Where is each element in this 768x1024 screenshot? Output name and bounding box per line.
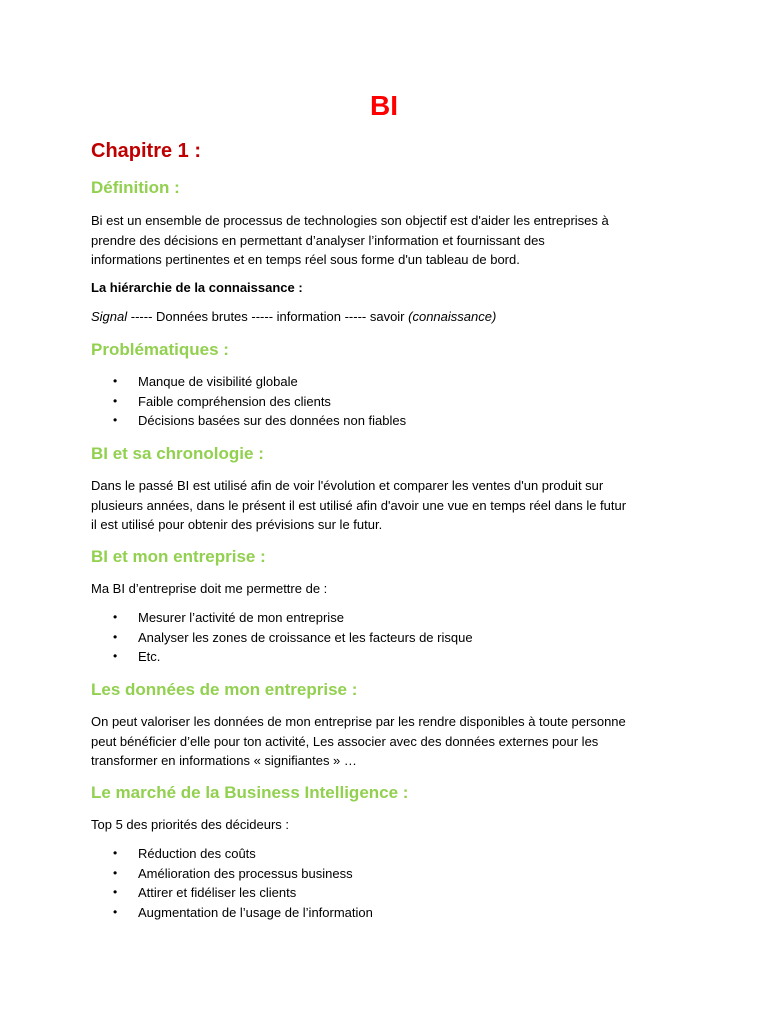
paragraph-line: informations pertinentes et en temps réel sous forme d'un tableau de bord. [91, 252, 520, 268]
list-item [113, 903, 373, 923]
bullet-icon: • [113, 393, 118, 408]
list-item-text: Décisions basées sur des données non fiables [138, 413, 407, 429]
paragraph-line: On peut valoriser les données de mon entreprise par les rendre disponibles à toute personne [91, 714, 626, 729]
paragraph-line: il est utilisé pour obtenir des prévisions sur le futur. [91, 517, 383, 533]
list-item-text: Manque de visibilité globale [138, 374, 298, 389]
section-heading-problematiques: Problématiques : [91, 340, 229, 359]
bullet-icon: • [113, 846, 118, 860]
list-item-text: Etc. [138, 649, 161, 665]
hierarchy-line [91, 307, 496, 327]
entreprise-intro: Ma BI d’entreprise doit me permettre de : [91, 581, 328, 596]
list-item-text: Attirer et fidéliser les clients [138, 885, 297, 901]
bullet-icon: • [113, 649, 118, 664]
section-heading-definition: Définition : [91, 178, 180, 197]
marche-intro: Top 5 des priorités des décideurs : [91, 817, 289, 832]
list-item [113, 411, 406, 431]
hierarchy-label: La hiérarchie de la connaissance : [91, 280, 303, 295]
hierarchy-signal: Signal [91, 309, 128, 324]
bullet-icon: • [113, 610, 118, 624]
list-item-text: Réduction des coûts [138, 846, 256, 861]
document-title: BI [370, 90, 398, 121]
section-heading-entreprise: BI et mon entreprise : [91, 547, 266, 566]
chapter-heading: Chapitre 1 : [91, 140, 202, 162]
list-item-text: Mesurer l’activité de mon entreprise [138, 610, 344, 625]
list-item [113, 844, 373, 864]
marche-list [113, 844, 373, 922]
entreprise-list [113, 608, 473, 667]
list-item [113, 864, 373, 884]
section-heading-chronologie: BI et sa chronologie : [91, 444, 264, 463]
bullet-icon: • [113, 904, 118, 919]
list-item-text: Analyser les zones de croissance et les facteurs de risque [138, 629, 473, 645]
section-heading-marche: Le marché de la Business Intelligence : [91, 783, 409, 802]
list-item [113, 883, 373, 903]
list-item-text: Amélioration des processus business [138, 865, 353, 881]
list-item [113, 647, 473, 667]
bullet-icon: • [113, 629, 118, 644]
problematiques-list [113, 372, 406, 431]
list-item-text: Faible compréhension des clients [138, 393, 331, 409]
hierarchy-end: (connaissance) [408, 309, 497, 324]
paragraph-line: plusieurs années, dans le présent il est utilisé afin d'avoir une vue en temps réel dans le futur [91, 497, 627, 513]
list-item [113, 628, 473, 648]
bullet-icon: • [113, 865, 118, 880]
paragraph-line: Dans le passé BI est utilisé afin de voir l'évolution et comparer les ventes d'un produit sur [91, 478, 604, 493]
hierarchy-middle: ----- Données brutes ----- information ----- savoir [127, 309, 409, 324]
list-item [113, 372, 406, 392]
bullet-icon: • [113, 885, 118, 900]
paragraph-line: transformer en informations « signifiantes » … [91, 753, 357, 769]
list-item [113, 392, 406, 412]
paragraph-line: peut bénéficier d’elle pour ton activité, Les associer avec des données externes pour les [91, 733, 599, 749]
paragraph-line: Bi est un ensemble de processus de technologies son objectif est d'aider les entreprises à [91, 213, 609, 228]
paragraph-line: prendre des décisions en permettant d’analyser l’information et fournissant des [91, 232, 545, 248]
bullet-icon: • [113, 374, 118, 388]
list-item-text: Augmentation de l’usage de l’information [138, 904, 373, 920]
list-item [113, 608, 473, 628]
section-heading-donnees: Les données de mon entreprise : [91, 680, 358, 699]
bullet-icon: • [113, 413, 118, 428]
